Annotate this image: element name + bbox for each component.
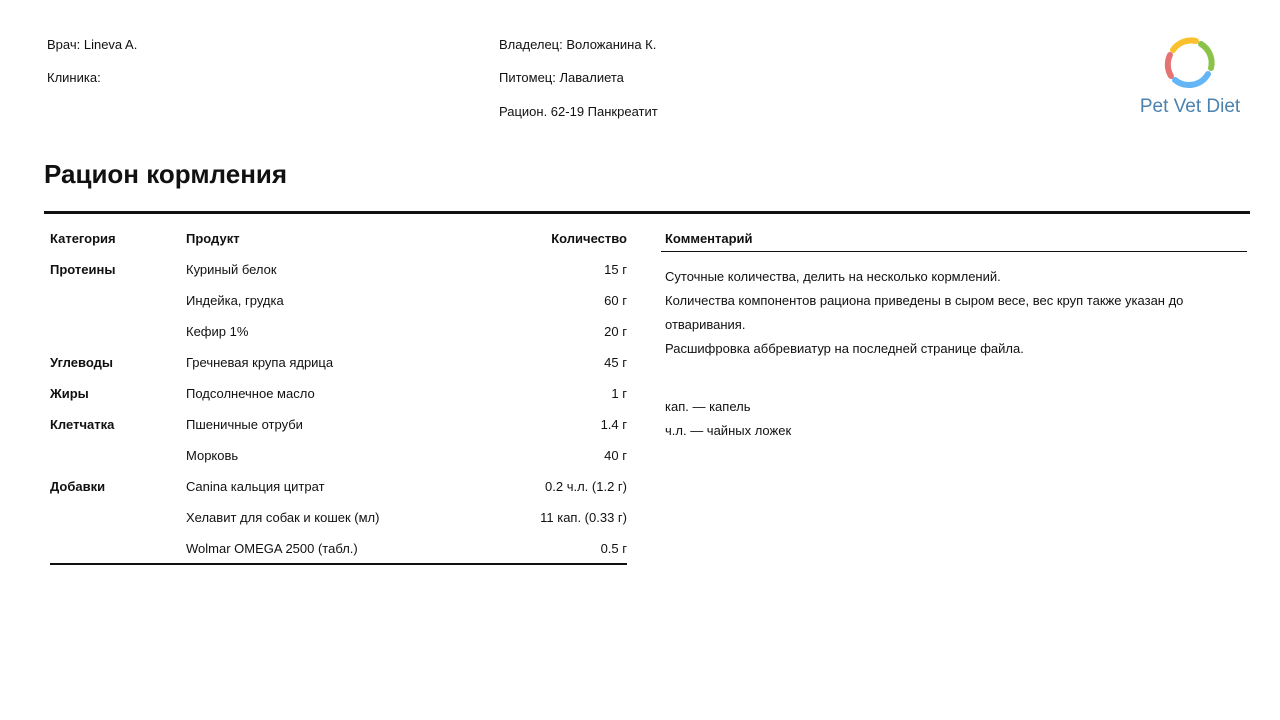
table-body [50, 254, 627, 564]
comment-line: Расшифровка аббревиатур на последней странице файла. [665, 341, 1024, 356]
doctor-label: Врач: Lineva A. [47, 37, 138, 52]
column-header-quantity: Количество [551, 231, 627, 246]
row-category: Клетчатка [50, 417, 115, 432]
row-category [50, 316, 180, 347]
row-quantity: 15 г [604, 262, 627, 277]
logo-ring-yellow [1173, 40, 1196, 50]
row-category: Жиры [50, 386, 89, 401]
ration-label: Рацион. 62-19 Панкреатит [499, 104, 658, 119]
column-header-category: Категория [50, 231, 116, 246]
logo-ring-blue [1175, 74, 1208, 85]
pet-label: Питомец: Лавалиета [499, 70, 624, 85]
row-quantity: 20 г [604, 324, 627, 339]
row-quantity: 0.5 г [600, 541, 627, 556]
abbreviations-list [661, 395, 1247, 443]
row-quantity: 45 г [604, 355, 627, 370]
table-bottom-divider [50, 563, 627, 565]
comments-heading: Комментарий [661, 223, 1247, 252]
row-product: Canina кальция цитрат [186, 479, 325, 494]
row-category: Добавки [50, 479, 106, 494]
row-product: Куриный белок [186, 262, 277, 277]
row-product: Wolmar OMEGA 2500 (табл.) [186, 541, 358, 556]
row-product: Хелавит для собак и кошек (мл) [186, 510, 380, 525]
title-divider [44, 211, 1250, 214]
comments-panel [661, 223, 1247, 443]
page-title: Рацион кормления [44, 159, 288, 189]
row-category [50, 285, 180, 316]
table-header-row [50, 223, 627, 254]
table-row [50, 440, 627, 471]
table-row [50, 409, 627, 440]
row-quantity: 0.2 ч.л. (1.2 г) [545, 479, 627, 494]
comment-line: Количества компонентов рациона приведены в сыром весе, вес круп также указан до отваривания. [665, 293, 1184, 332]
row-product: Гречневая крупа ядрица [186, 355, 334, 370]
row-product: Морковь [186, 448, 239, 463]
logo-ring-green [1201, 44, 1212, 68]
row-category [50, 440, 180, 471]
comment-line: Суточные количества, делить на несколько кормлений. [665, 269, 1001, 284]
row-product: Кефир 1% [186, 324, 249, 339]
pet-vet-diet-logo [1128, 36, 1252, 122]
row-quantity: 11 кап. (0.33 г) [540, 510, 627, 525]
row-product: Индейка, грудка [186, 293, 284, 308]
table-row [50, 254, 627, 285]
row-quantity: 1 г [611, 386, 627, 401]
table-row [50, 471, 627, 502]
row-category [50, 533, 180, 564]
column-header-product: Продукт [186, 231, 240, 246]
table-row [50, 533, 627, 564]
logo-ring-icon [1163, 36, 1217, 90]
table-row [50, 316, 627, 347]
table-row [50, 347, 627, 378]
row-product: Пшеничные отруби [186, 417, 303, 432]
row-quantity: 40 г [604, 448, 627, 463]
table-row [50, 378, 627, 409]
table-row [50, 285, 627, 316]
abbreviation-item: ч.л. — чайных ложек [665, 423, 792, 438]
row-category: Углеводы [50, 355, 113, 370]
row-category [50, 502, 180, 533]
comments-body [661, 265, 1247, 361]
diet-table [50, 223, 627, 564]
row-quantity: 60 г [604, 293, 627, 308]
row-product: Подсолнечное масло [186, 386, 315, 401]
clinic-label: Клиника: [47, 70, 101, 85]
owner-label: Владелец: Воложанина К. [499, 37, 657, 52]
row-category: Протеины [50, 262, 116, 277]
row-quantity: 1.4 г [600, 417, 627, 432]
table-row [50, 502, 627, 533]
logo-ring-red [1168, 55, 1171, 76]
abbreviation-item: кап. — капель [665, 399, 751, 414]
logo-text: Pet Vet Diet [1139, 96, 1241, 117]
